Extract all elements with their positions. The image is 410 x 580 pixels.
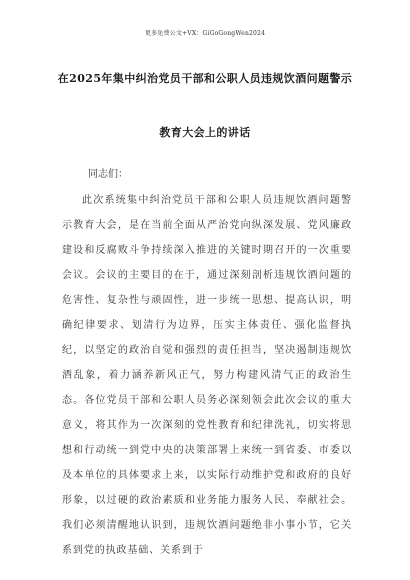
body-paragraph: 此次系统集中纠治党员干部和公职人员违规饮酒问题警示教育大会，是在当前全面从严治党向纵深发展、党风廉政建设和反腐败斗争持续深入推进的关键时期召开的一次重要会议。会议的主要目的在于，通过深刻剖析违规饮酒问题的危害性、复杂性与顽固性，进一步统一思想、提高认识，明确纪律要求、划清行为边界，压实主体责任、强化监督执纪，以坚定的政治自觉和强烈的责任担当，坚决遏制违规饮酒乱象，着力涵养新风正气，努力构建风清气正的政治生态。各位党员干部和公职人员务必深刻领会此次会议的重大意义，将其作为一次深刻的党性教育和纪律洗礼，切实将思想和行动统一到党中央的决策部署上来统一到省委、市委以及本单位的具体要求上来，以实际行动维护党和政府的良好形象，以过硬的政治素质和业务能力服务人民、奉献社会。我们必须清醒地认识到，违规饮酒问题绝非小事小节，它关系到党的执政基础、关系到于 <box>62 195 352 556</box>
greeting: 同志们： <box>88 169 128 180</box>
header-note: 更多免费公文+VX：GiGoGongWen2024 <box>144 30 266 37</box>
document-title-line-2: 教育大会上的讲话 <box>159 126 251 139</box>
document-title-line-1: 在2025年集中纠治党员干部和公职人员违规饮酒问题警示 <box>57 72 353 85</box>
